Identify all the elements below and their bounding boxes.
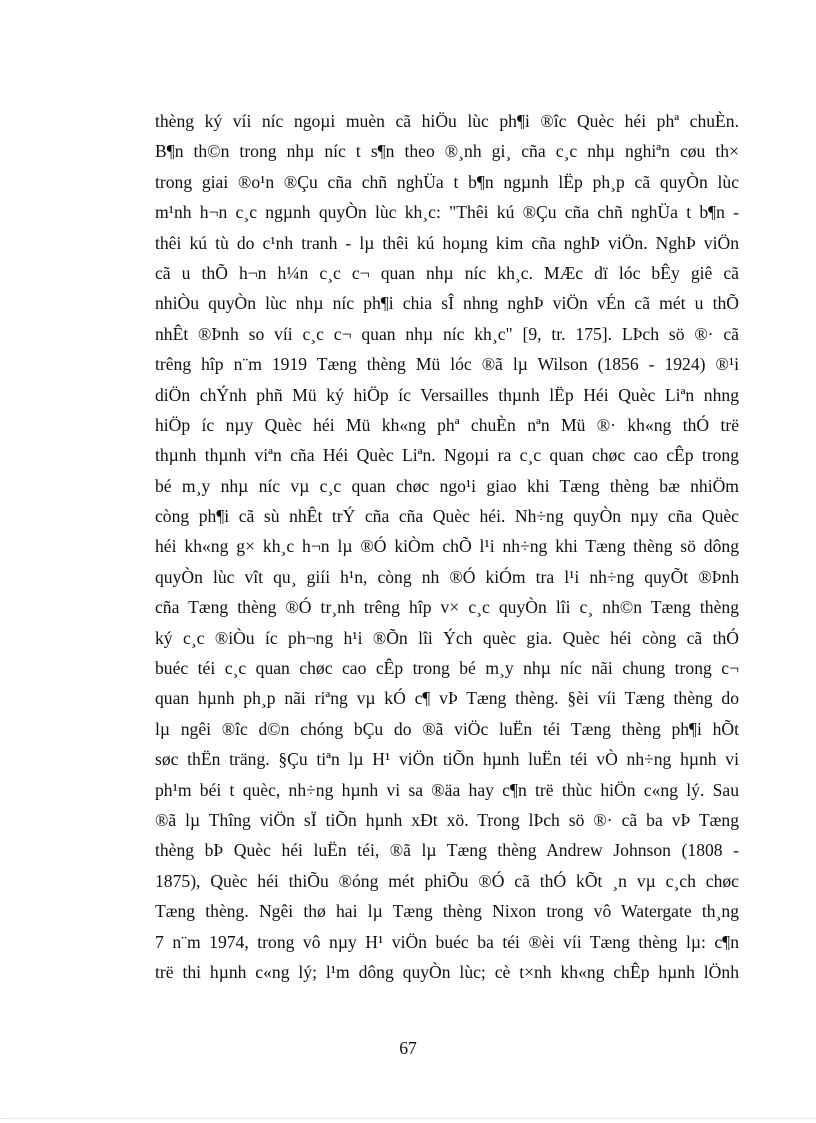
text-line: hiÖp íc nµy Quèc héi Mü kh«ng phª chuÈn nªn Mü ®· kh«ng thÓ trë bbox=[155, 414, 739, 435]
text-line: trë thi hµnh c«ng lý; l¹m dông quyÒn lùc; cè t×nh kh«ng chÊp hµnh lÖnh bbox=[155, 961, 739, 982]
text-line: Tæng thèng. Ngêi thø hai lµ Tæng thèng Nixon trong vô Watergate th¸ng bbox=[155, 901, 739, 922]
text-line: 7 n¨m 1974, trong vô nµy H¹ viÖn buéc ba téi ®èi víi Tæng thèng lµ: c¶n bbox=[155, 931, 739, 952]
text-line: buéc téi c¸c quan chøc cao cÊp trong bé m¸y nhµ níc nãi chung trong c¬ bbox=[155, 658, 739, 679]
text-line: diÖn chÝnh phñ Mü ký hiÖp íc Versailles thµnh lËp Héi Quèc Liªn nhng bbox=[155, 384, 739, 405]
text-line: cã u thÕ h¬n h¼n c¸c c¬ quan nhµ níc kh¸c. MÆc dï lóc bÊy giê cã bbox=[155, 262, 739, 283]
text-line: B¶n th©n trong nhµ níc t s¶n theo ®¸nh gi¸ cña c¸c nhµ nghiªn cøu th× bbox=[155, 141, 739, 162]
text-line: quyÒn lùc vît qu¸ giíi h¹n, còng nh ®Ó kiÓm tra l¹i nh÷ng quyÕt ®Þnh bbox=[155, 566, 739, 587]
text-line: ký c¸c ®iÒu íc ph¬ng h¹i ®Õn lîi Ých quèc gia. Quèc héi còng cã thÓ bbox=[155, 627, 739, 648]
text-line: thµnh thµnh viªn cña Héi Quèc Liªn. Ngoµi ra c¸c quan chøc cao cÊp trong bbox=[155, 445, 739, 466]
text-line: thèng bÞ Quèc héi luËn téi, ®ã lµ Tæng thèng Andrew Johnson (1808 - bbox=[155, 840, 739, 861]
text-line: quan hµnh ph¸p nãi riªng vµ kÓ c¶ vÞ Tæng thèng. §èi víi Tæng thèng do bbox=[155, 688, 739, 709]
text-line: trêng hîp n¨m 1919 Tæng thèng Mü lóc ®ã lµ Wilson (1856 - 1924) ®¹i bbox=[155, 354, 739, 375]
text-line: søc thËn träng. §Çu tiªn lµ H¹ viÖn tiÕn hµnh luËn téi vÒ nh÷ng hµnh vi bbox=[155, 749, 739, 770]
text-line: trong giai ®o¹n ®Çu cña chñ nghÜa t b¶n ngµnh lËp ph¸p cã quyÒn lùc bbox=[155, 171, 739, 192]
text-line: 1875), Quèc héi thiÕu ®óng mét phiÕu ®Ó cã thÓ kÕt ¸n vµ c¸ch chøc bbox=[155, 870, 739, 891]
text-line: lµ ngêi ®îc d©n chóng bÇu do ®ã viÖc luËn téi Tæng thèng ph¶i hÕt bbox=[155, 718, 739, 739]
text-line: héi kh«ng g× kh¸c h¬n lµ ®Ó kiÒm chÕ l¹i nh÷ng khi Tæng thèng sö dông bbox=[155, 536, 739, 557]
page-number: 67 bbox=[399, 1038, 417, 1058]
body-paragraph bbox=[155, 106, 739, 987]
text-line: thèng ký víi níc ngoµi muèn cã hiÖu lùc ph¶i ®îc Quèc héi phª chuÈn. bbox=[155, 111, 739, 131]
text-line: ®ã lµ Thîng viÖn sÏ tiÕn hµnh xÐt xö. Trong lÞch sö ®· cã ba vÞ Tæng bbox=[155, 809, 739, 830]
text-line: còng ph¶i cã sù nhÊt trÝ cña cña Quèc héi. Nh÷ng quyÒn nµy cña Quèc bbox=[155, 506, 739, 527]
text-line: bé m¸y nhµ níc vµ c¸c quan chøc ngo¹i giao khi Tæng thèng bæ nhiÖm bbox=[155, 475, 739, 496]
text-line: nhiÒu quyÒn lùc nhµ níc ph¶i chia sÎ nhng nghÞ viÖn vÉn cã mét u thÕ bbox=[155, 293, 739, 314]
page-bottom-divider bbox=[0, 1118, 816, 1119]
text-line: nhÊt ®Þnh so víi c¸c c¬ quan nhµ níc kh¸c" [9, tr. 175]. LÞch sö ®· cã bbox=[155, 323, 739, 344]
text-line: thêi kú tù do c¹nh tranh - lµ thêi kú hoµng kim cña nghÞ viÖn. NghÞ viÖn bbox=[155, 232, 739, 253]
text-line: ph¹m béi t quèc, nh÷ng hµnh vi sa ®äa hay c¶n trë thùc hiÖn c«ng lý. Sau bbox=[155, 779, 739, 800]
text-line: cña Tæng thèng ®Ó tr¸nh trêng hîp v× c¸c quyÒn lîi c¸ nh©n Tæng thèng bbox=[155, 597, 739, 618]
text-line: m¹nh h¬n c¸c ngµnh quyÒn lùc kh¸c: "Thêi kú ®Çu cña chñ nghÜa t b¶n - bbox=[155, 202, 739, 223]
